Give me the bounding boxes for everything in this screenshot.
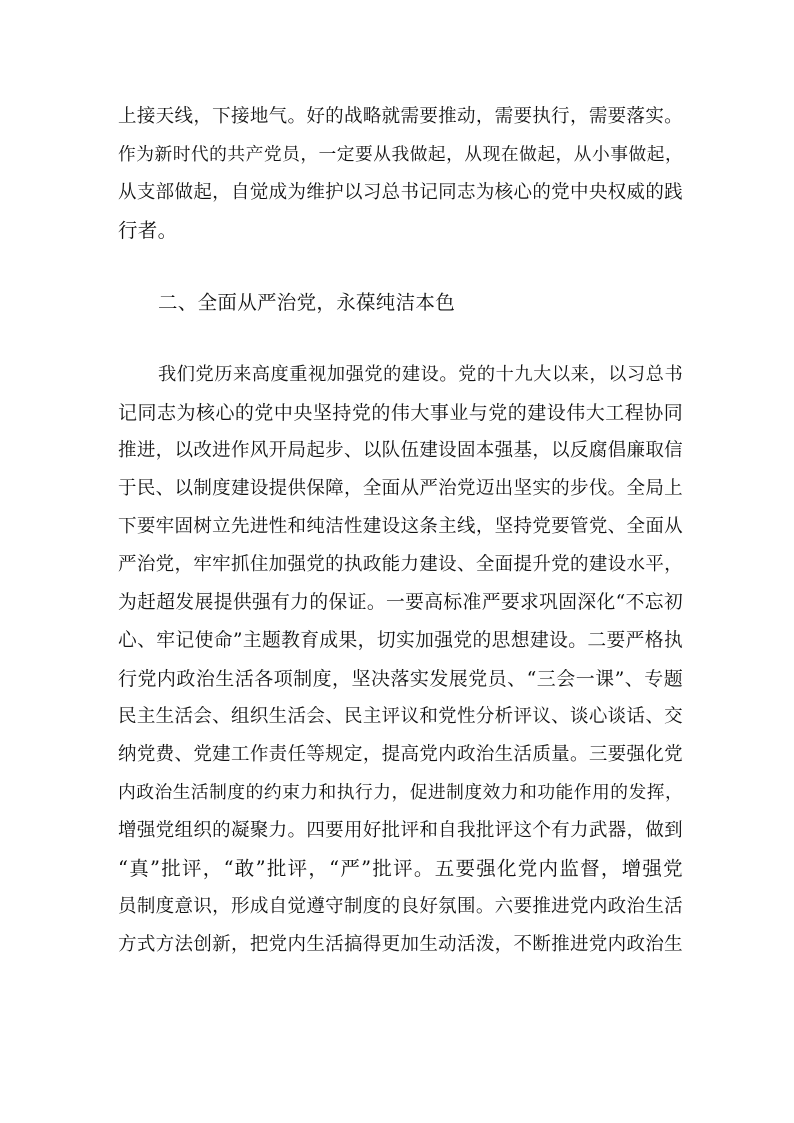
text-line: 内政治生活制度的约束力和执行力，促进制度效力和功能作用的发挥，: [118, 783, 683, 803]
text-line: 增强党组织的凝聚力。四要用好批评和自我批评这个有力武器，做到: [118, 820, 683, 841]
document-body: [118, 98, 683, 964]
text-line: 心、牢记使命”主题教育成果，切实加强党的思想建设。二要严格执: [118, 630, 683, 651]
section-heading: 二、全面从严治党，永葆纯洁本色: [158, 291, 456, 314]
text-line: 作为新时代的共产党员，一定要从我做起，从现在做起，从小事做起，: [118, 145, 683, 165]
text-line: 我们党历来高度重视加强党的建设。党的十九大以来，以习总书: [158, 364, 683, 385]
text-line: 员制度意识，形成自觉遵守制度的良好氛围。六要推进党内政治生活: [118, 896, 683, 917]
text-line: 记同志为核心的党中央坚持党的伟大事业与党的建设伟大工程协同: [118, 402, 683, 424]
text-line: 为赶超发展提供强有力的保证。一要高标准严要求巩固深化“不忘初: [118, 592, 683, 613]
text-line: 方式方法创新，把党内生活搞得更加生动活泼，不断推进党内政治生: [118, 934, 683, 955]
text-line: 民主生活会、组织生活会、民主评议和党性分析评议、谈心谈话、交: [118, 706, 683, 727]
text-line: 行者。: [118, 219, 178, 242]
text-line: 于民、以制度建设提供保障，全面从严治党迈出坚实的步伐。全局上: [118, 478, 683, 499]
text-line: 从支部做起，自觉成为维护以习总书记同志为核心的党中央权威的践: [118, 182, 683, 203]
text-line: 行党内政治生活各项制度，坚决落实发展党员、“三会一课”、专题: [118, 668, 683, 690]
paragraph-1: [118, 98, 683, 250]
text-line: “真”批评，“敢”批评，“严”批评。五要强化党内监督，增强党: [118, 857, 683, 880]
text-line: 纳党费、党建工作责任等规定，提高党内政治生活质量。三要强化党: [118, 744, 683, 765]
text-line: 推进，以改进作风开局起步、以队伍建设固本强基，以反腐倡廉取信: [118, 440, 683, 461]
text-line: 严治党，牢牢抓住加强党的执政能力建设、全面提升党的建设水平，: [118, 554, 683, 575]
paragraph-2: [118, 356, 683, 964]
text-line: 上接天线，下接地气。好的战略就需要推动，需要执行，需要落实。: [118, 106, 683, 127]
text-line: 下要牢固树立先进性和纯洁性建设这条主线，坚持党要管党、全面从: [118, 516, 683, 537]
